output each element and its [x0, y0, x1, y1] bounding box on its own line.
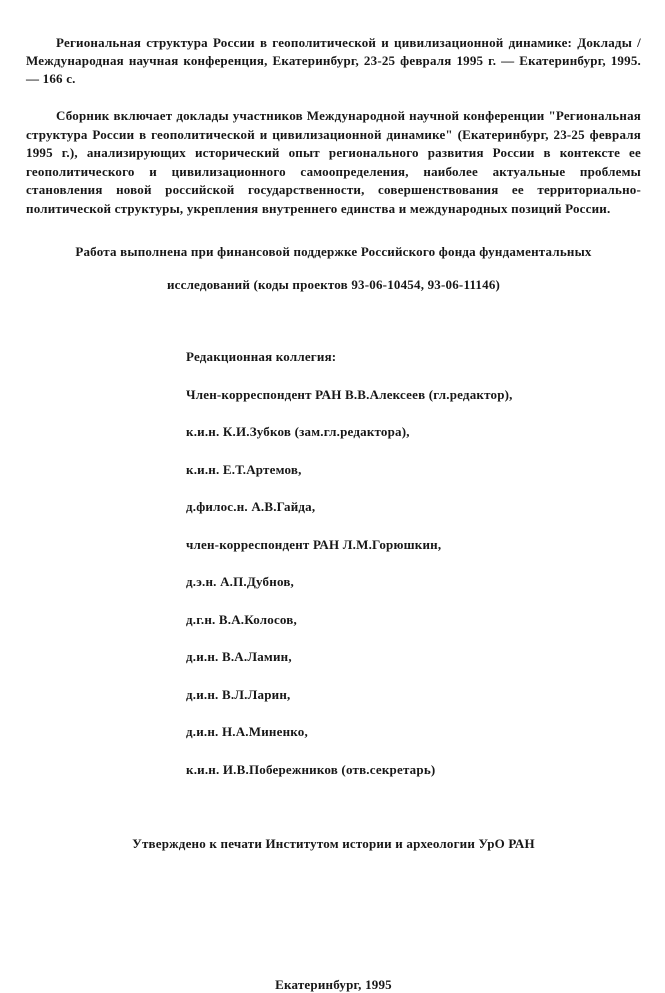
- editorial-member: д.и.н. В.А.Ламин,: [186, 649, 292, 664]
- editorial-member: д.г.н. В.А.Колосов,: [186, 611, 297, 627]
- editorial-member: Член-корреспондент РАН В.В.Алексеев (гл.редактор),: [186, 386, 513, 402]
- editorial-board: [186, 349, 641, 778]
- approval-note: Утверждено к печати Институтом истории и археологии УрО РАН: [132, 835, 535, 851]
- funding-note-line2: исследований (коды проектов 93-06-10454, 93-06-11146): [166, 277, 501, 292]
- editorial-member: д.э.н. А.П.Дубнов,: [186, 574, 294, 589]
- imprint-line: Екатеринбург, 1995: [275, 976, 392, 992]
- editorial-member: к.и.н. И.В.Побережников (отв.секретарь): [186, 761, 436, 777]
- editorial-member: д.и.н. Н.А.Миненко,: [186, 724, 308, 739]
- abstract-paragraph: Сборник включает доклады участников Международной научной конференции "Региональная структура России в геополитической и цивилизационной динамике" (Екатеринбург, 23-25 февраля 1995 г.), анализирующих исторический опыт регионального развития России в контексте ее геополитического и цивилизационного самоопределения, наиболее актуальные проблемы становления новой российской государственности, совершенствования ее территориально-политической структуры, укрепления внутреннего единства и международных позиций России.: [26, 108, 641, 216]
- editorial-member: д.и.н. В.Л.Ларин,: [186, 686, 291, 702]
- funding-note: [26, 244, 641, 293]
- editorial-member: к.и.н. Е.Т.Артемов,: [186, 461, 302, 477]
- editorial-member: д.филос.н. А.В.Гайда,: [186, 499, 316, 514]
- editorial-member: член-корреспондент РАН Л.М.Горюшкин,: [186, 536, 442, 552]
- editorial-board-heading: Редакционная коллегия:: [186, 349, 337, 364]
- editorial-member: к.и.н. К.И.Зубков (зам.гл.редактора),: [186, 424, 410, 439]
- bibliographic-entry: Региональная структура России в геополитической и цивилизационной динамике: Доклады / Международная научная конференция, Екатеринбург, 23-25 февраля 1995 г. — Екатеринбург, 1995. — 166 с.: [26, 35, 641, 86]
- funding-note-line1: Работа выполнена при финансовой поддержке Российского фонда фундаментальных: [75, 244, 592, 259]
